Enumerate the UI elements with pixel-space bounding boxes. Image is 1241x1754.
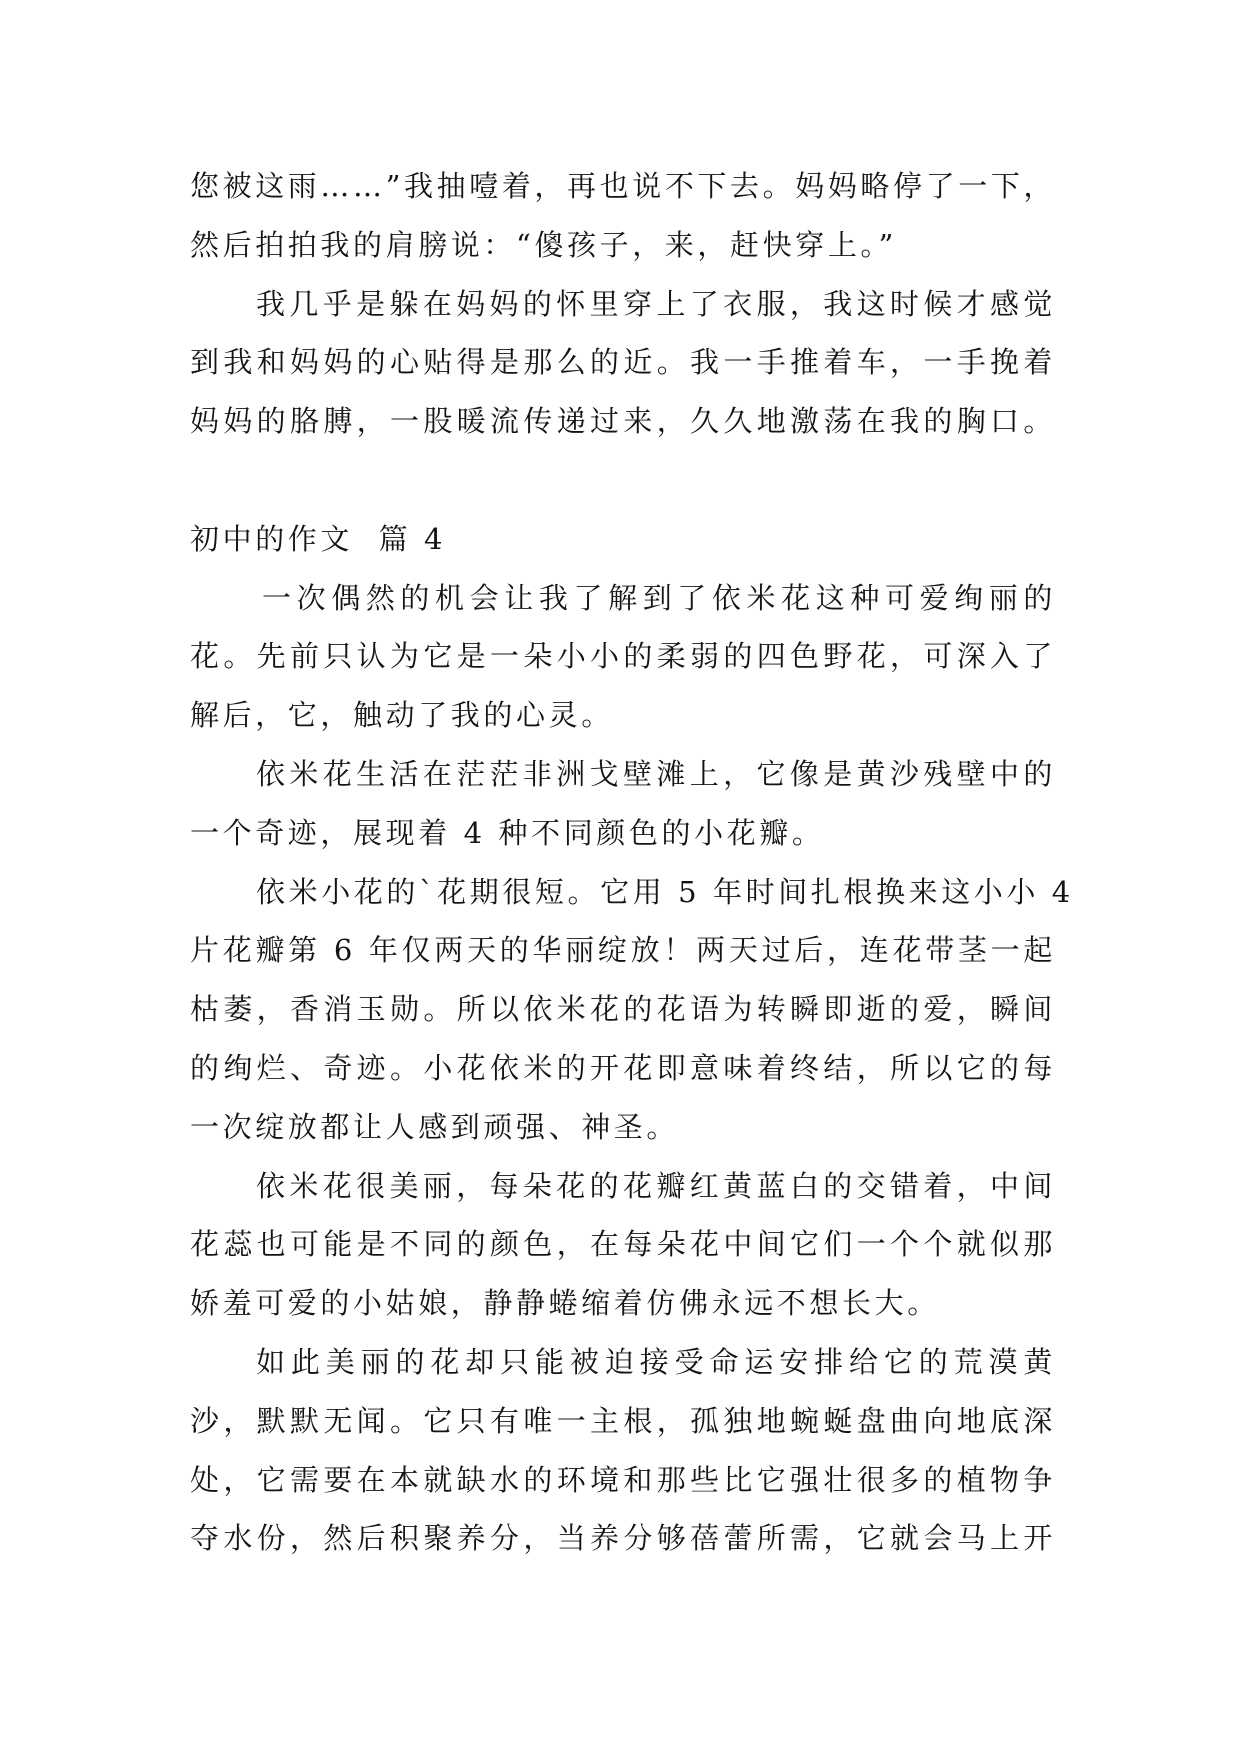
text-line: 的绚烂、奇迹。小花依米的开花即意味着终结，所以它的每 (190, 1050, 1056, 1085)
text-line: 夺水份，然后积聚养分，当养分够蓓蕾所需，它就会马上开 (190, 1521, 1056, 1556)
paragraph (190, 1157, 1056, 1333)
paragraph (190, 275, 1056, 451)
paragraph (190, 863, 1074, 1157)
text-line: 一个奇迹，展现着 4 种不同颜色的小花瓣。 (190, 815, 825, 850)
paragraph (190, 1333, 1056, 1568)
text-line: 沙，默默无闻。它只有唯一主根，孤独地蜿蜒盘曲向地底深 (190, 1403, 1056, 1438)
text-line: 到我和妈妈的心贴得是那么的近。我一手推着车，一手挽着 (190, 345, 1056, 380)
text-line: 片花瓣第 6 年仅两天的华丽绽放！两天过后，连花带茎一起 (190, 933, 1056, 968)
text-line: 花蕊也可能是不同的颜色，在每朵花中间它们一个个就似那 (190, 1227, 1056, 1262)
paragraph (190, 745, 1056, 863)
text-line: 花。先前只认为它是一朵小小的柔弱的四色野花，可深入了 (190, 639, 1056, 674)
text-line: 解后，它，触动了我的心灵。 (190, 698, 614, 733)
text-line: 您被这雨……”我抽噎着，再也说不下去。妈妈略停了一下， (190, 169, 1057, 203)
text-line: 枯萎，香消玉勋。所以依米花的花语为转瞬即逝的爱，瞬间 (190, 992, 1056, 1027)
text-line: 依米小花的`花期很短。它用 5 年时间扎根换来这小小 4 (256, 874, 1074, 909)
text-line: 一次绽放都让人感到顽强、神圣。 (190, 1109, 680, 1144)
text-line: 处，它需要在本就缺水的环境和那些比它强壮很多的植物争 (190, 1462, 1056, 1497)
text-line: 妈妈的胳膊，一股暖流传递过来，久久地激荡在我的胸口。 (190, 404, 1056, 439)
paragraph (190, 569, 1056, 745)
paragraph (190, 157, 1056, 275)
page-content (190, 157, 1074, 1568)
text-line: 依米花生活在茫茫非洲戈壁滩上，它像是黄沙残壁中的 (256, 756, 1056, 791)
text-line: 娇羞可爱的小姑娘，静静蜷缩着仿佛永远不想长大。 (190, 1286, 940, 1321)
section-title: 初中的作文 篇 4 (190, 521, 447, 556)
text-line: 如此美丽的花却只能被迫接受命运安排给它的荒漠黄 (256, 1344, 1056, 1379)
text-line: 一次偶然的机会让我了解到了依米花这种可爱绚丽的 (262, 580, 1056, 615)
text-line: 依米花很美丽，每朵花的花瓣红黄蓝白的交错着，中间 (256, 1168, 1056, 1203)
text-line: 我几乎是躲在妈妈的怀里穿上了衣服，我这时候才感觉 (256, 286, 1056, 321)
text-line: 然后拍拍我的肩膀说：“傻孩子，来，赶快穿上。” (190, 227, 897, 262)
